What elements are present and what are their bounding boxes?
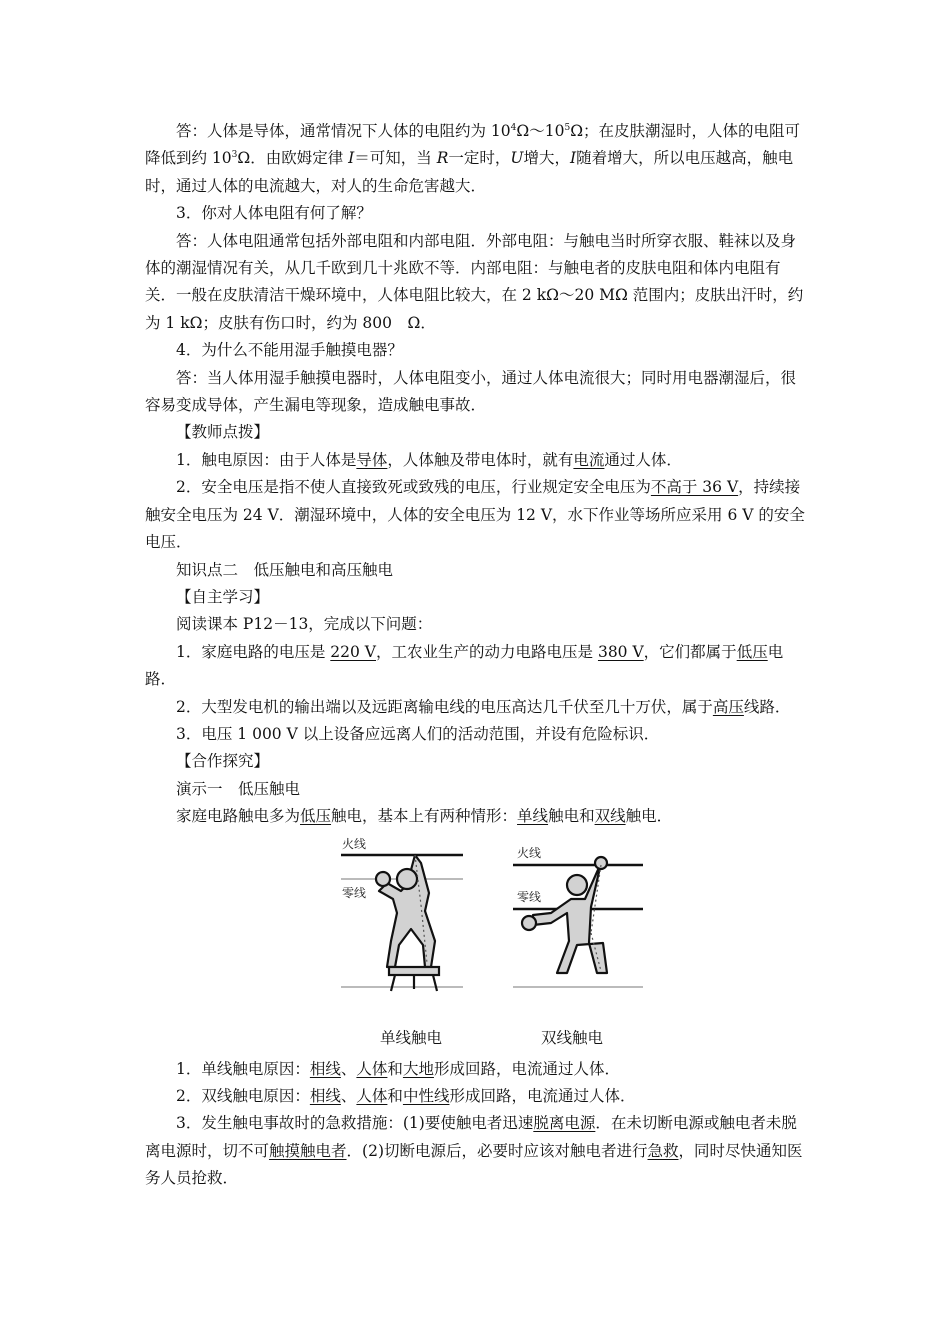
question-3: 3．你对人体电阻有何了解？ [176,204,372,223]
self-study-item-3: 3．电压 1 000 V 以上设备应远离人们的活动范围，并设有危险标识． [176,724,660,743]
caption-single-line: 单线触电 [380,1028,443,1047]
electric-shock-illustration [145,833,810,1056]
self-study-item-1: 1．家庭电路的电压是 220 V，工农业生产的动力电路电压是 380 V，它们都属于低压电路． [145,642,784,689]
demo-1-text: 家庭电路触电多为低压触电，基本上有两种情形：单线触电和双线触电． [176,807,673,826]
first-aid-measures: 3．发生触电事故时的急救措施：(1)要使触电者迅速脱离电源．在未切断电源或触电者未脱离电源时，切不可触摸触电者．(2)切断电源后，必要时应该对触电者进行急救，同时尽快通知医务人员抢救． [145,1114,803,1188]
caption-double-line: 双线触电 [541,1028,604,1047]
reading-intro: 阅读课本 P12－13，完成以下问题： [176,615,433,634]
knowledge-point-2-title: 知识点二 低压触电和高压触电 [176,560,394,579]
self-study-heading: 【自主学习】 [176,587,270,606]
document-page [145,118,810,1193]
teacher-point-2: 2．安全电压是指不使人直接致死或致残的电压，行业规定安全电压为不高于 36 V，持续接触安全电压为 24 V．潮湿环境中，人体的安全电压为 12 V，水下作业等场所应采用 6 V 的安全电压． [145,478,805,552]
answer-q4: 答：当人体用湿手触摸电器时，人体电阻变小，通过人体电流很大；同时用电器潮湿后，很容易变成导体，产生漏电等现象，造成触电事故． [145,368,797,415]
cooperative-heading: 【合作探究】 [176,752,270,771]
single-line-cause: 1．单线触电原因：相线、人体和大地形成回路，电流通过人体． [176,1059,620,1078]
neutral-wire-label-right: 零线 [517,889,542,904]
neutral-wire-label-left: 零线 [342,885,367,900]
double-line-cause: 2．双线触电原因：相线、人体和中性线形成回路，电流通过人体． [176,1086,636,1105]
single-line-shock-drawing [341,836,463,991]
demo-1-title: 演示一 低压触电 [176,779,301,798]
live-wire-label-left: 火线 [342,836,367,851]
double-line-shock-drawing [513,845,643,987]
electric-shock-figure [145,833,810,1056]
self-study-item-2: 2．大型发电机的输出端以及远距离输电线的电压高达几千伏至几十万伏，属于高压线路． [176,697,791,716]
question-4: 4．为什么不能用湿手触摸电器？ [176,341,403,360]
teacher-point-1: 1．触电原因：由于人体是导体，人体触及带电体时，就有电流通过人体． [176,450,682,469]
teacher-heading: 【教师点拨】 [176,423,270,442]
answer-q3: 答：人体电阻通常包括外部电阻和内部电阻．外部电阻：与触电当时所穿衣服、鞋袜以及身体的潮湿情况有关，从几千欧到几十兆欧不等．内部电阻：与触电者的皮肤电阻和体内电阻有关．一般在皮肤清洁干燥环境中，人体电阻比较大，在 2 kΩ～20 MΩ 范围内；皮肤出汗时，约为 1 kΩ；皮肤有伤口时，约为 800 Ω． [145,231,804,332]
answer-q2: 答：人体是导体，通常情况下人体的电阻约为 $10^4\Omega\sim 10^5\Omega$；在皮肤潮湿时，人体的电阻可降低到约 $10^3\Omega$．由欧姆定律 I＝可知，当 R一定时，U增大，I随着增大，所以电压越高，触电时，通过人体的电流越大，对人的生命危害越大． [145,122,801,195]
live-wire-label-right: 火线 [517,845,542,860]
